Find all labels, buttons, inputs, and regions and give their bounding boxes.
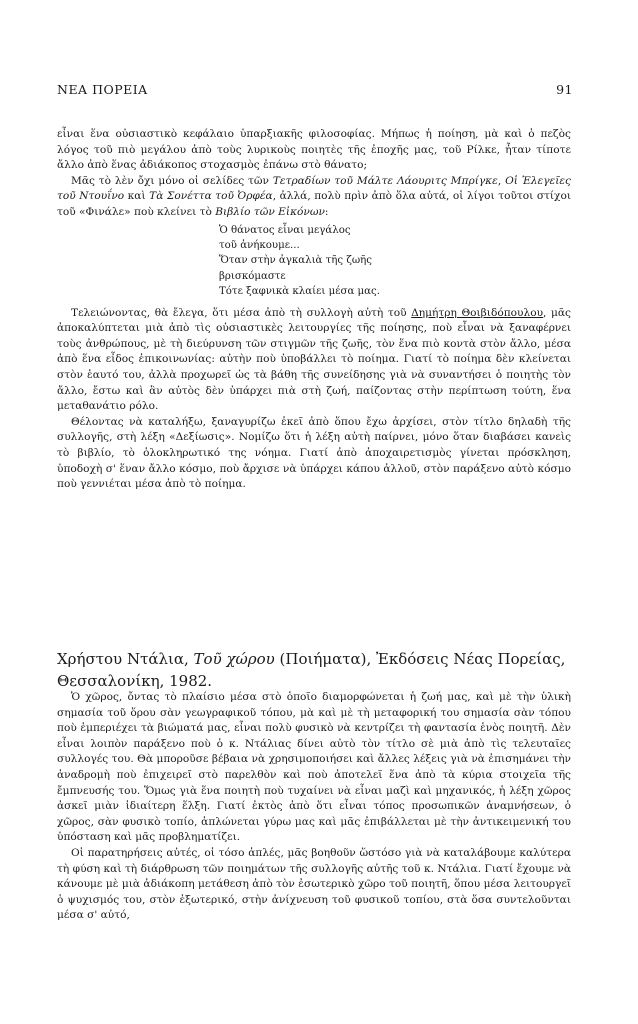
journal-title: ΝΕΑ ΠΟΡΕΙΑ: [57, 82, 148, 97]
book-title: Βιβλίο τῶν Εἰκόνων: [215, 205, 325, 218]
poem-quote: [219, 223, 571, 300]
text-run: (Ποιήματα), Ἐκδόσεις Νέας Πορείας, Θεσσαλονίκη, 1982.: [57, 650, 566, 690]
poem-line: τοῦ ἀνήκουμε...: [219, 239, 300, 251]
running-head: [57, 82, 573, 97]
review-body: [57, 690, 571, 924]
book-title: Τὰ Σονέττα τοῦ Ὀρφέα: [149, 190, 273, 203]
page-number: 91: [556, 82, 573, 97]
author-name: Δημήτρη Θοιβιδόπουλου: [411, 306, 544, 319]
book-title: Τετραδίων τοῦ Μάλτε Λάουριτς Μπρίγκε: [272, 174, 498, 187]
review-heading: [57, 648, 571, 692]
poem-line: Ὅταν στὴν ἀγκαλιὰ τῆς ζωῆς: [219, 255, 372, 267]
paragraph: [57, 306, 571, 415]
book-title: Οἱ Ἐλεγεῖες τοῦ Ντουΐνο: [57, 174, 571, 203]
paragraph: εἶναι ἕνα οὐσιαστικὸ κεφάλαιο ὑπαρξιακῆς φιλοσοφίας. Μήπως ἡ ποίηση, μὰ καὶ ὁ πεζὸς λόγος τοῦ πιὸ μεγάλου ἀπὸ τοὺς λυρικοὺς ποιητὲς τῆς ἐποχῆς μας, τοῦ Ρίλκε, ἦταν τίποτε ἄλλο ἀπὸ ἕνας ἀδιάκοπος στοχασμὸς ἐπάνω στὸ θάνατο;: [57, 128, 571, 172]
text-run: Χρήστου Ντάλια,: [57, 650, 194, 668]
text-run: Τελειώνοντας, θὰ ἔλεγα, ὅτι μέσα ἀπὸ τὴ συλλογὴ αὐτὴ τοῦ: [71, 306, 412, 319]
poem-line: Τότε ξαφνικὰ κλαίει μέσα μας.: [219, 286, 381, 298]
text-run: , ἀλλά, πολὺ πρὶν ἀπὸ ὅλα αὐτά, οἱ λίγοι τοῦτοι στίχοι τοῦ «Φινάλε» ποὺ κλείνει τὸ: [57, 190, 572, 218]
poem-line: βρισκόμαστε: [219, 270, 286, 282]
article-body: [57, 127, 571, 493]
text-run: ,: [497, 174, 506, 187]
paragraph: Οἱ παρατηρήσεις αὐτές, οἱ τόσο ἁπλές, μᾶς βοηθοῦν ὥστόσο γιὰ νὰ καταλάβουμε καλύτερα τὴ φύση καὶ τὴ διάρθρωση τῶν ποιημάτων τῆς συλλογῆς αὐτῆς τοῦ κ. Ντάλια. Γιατί ἔχουμε νὰ κάνουμε μὲ μιὰ ἀδιάκοπη μετάθεση ἀπὸ τὸν ἐσωτερικὸ χῶρο τοῦ ποιητῆ, ὅπου μέσα λειτουργεῖ ὁ ψυχισμός του, στὸν ἐξωτερικό, στὴν ἀνίχνευση τοῦ φυσικοῦ τοπίου, στὰ ὅσα συντελοῦνται μέσα σ' αὐτό,: [57, 846, 571, 922]
text-run: :: [324, 205, 329, 218]
book-title: Τοῦ χώρου: [193, 650, 275, 668]
paragraph: [57, 174, 571, 221]
poem-line: Ὁ θάνατος εἶναι μεγάλος: [219, 224, 351, 236]
paragraph: Θέλοντας νὰ καταλήξω, ξαναγυρίζω ἐκεῖ ἀπὸ ὅπου ἔχω ἀρχίσει, στὸν τίτλο δηλαδὴ τῆς συλλογῆς, στὴ λέξη «Δεξίωσις». Νομίζω ὅτι ἡ λέξη αὐτὴ παίρνει, μόνο ὅταν διαβάσει κανεὶς τὸ βιβλίο, τὸ ὁλοκληρωτικό της νόημα. Γιατί ἀπὸ ἀποχαιρετισμὸς γίνεται πρόσκληση, ὑποδοχὴ σ' ἕναν ἄλλο κόσμο, ποὺ ἄρχισε νὰ ὑπάρχει κάπου ἀλλοῦ, στὸν παράξενο αὐτὸ κόσμο ποὺ γεννιέται μέσα ἀπὸ τὸ ποίημα.: [57, 415, 571, 491]
text-run: καὶ: [124, 190, 150, 203]
paragraph: Ὁ χῶρος, ὄντας τὸ πλαίσιο μέσα στὸ ὁποῖο διαμορφώνεται ἡ ζωή μας, καὶ μὲ τὴν ὑλικὴ σημασία τοῦ ὅρου σὰν γεωγραφικοῦ τόπου, μὰ καὶ μὲ τὴ μεταφορική του σημασία σὰν τόπου ποὺ ἐμπεριέχει τὰ βιώματά μας, εἶναι πολὺ φυσικὸ νὰ κεντρίζει τὴ φαντασία ἑνὸς ποιητῆ. Δὲν εἶναι λοιπὸν παράξενο ποὺ ὁ κ. Ντάλιας δίνει αὐτὸ τὸν τίτλο σὲ μιὰ ἀπὸ τὶς τελευταῖες συλλογές του. Θὰ μποροῦσε βέβαια νὰ χρησιμοποιήσει καὶ ἄλλες λέξεις γιὰ νὰ ἐπισημάνει τὴν ἀναδρομὴ ποὺ ἐπιχειρεῖ στὸ παρελθὸν καὶ ποὺ ἀποτελεῖ ἕνα ἀπὸ τὰ κύρια στοιχεῖα τῆς ἔμπνευσής του. Ὅμως γιὰ ἕνα ποιητὴ ποὺ τυχαίνει νὰ εἶναι μαζὶ καὶ μηχανικός, ἡ λέξη χῶρος ἀσκεῖ μιὰν ἰδιαίτερη ἕλξη. Γιατί ἐκτὸς ἀπὸ ὅτι εἶναι τόπος προσωπικῶν ἀναμνήσεων, ὁ χῶρος, σὰν φυσικὸ τοπίο, ἁπλώνεται γύρω μας καὶ μᾶς ἐπιβάλλεται μὲ τὴν ἀντικειμενική του ὑπόσταση καὶ μᾶς προβληματίζει.: [57, 691, 571, 844]
text-run: , μᾶς ἀποκαλύπτεται μιὰ ἀπὸ τὶς οὐσιαστικὲς λειτουργίες τῆς ποίησης, ποὺ εἶναι νὰ ξαναφέρνει τοὺς ἀνθρώπους, μὲ τὴ διεύρυνση τῶν στιγμῶν τῆς ζωῆς, τὸν ἕνα πιὸ κοντὰ στὸν ἄλλο, μέσα ἀπὸ ἕνα εἶδος ἐπικοινωνίας: αὐτὴν ποὺ ὑποβάλλει τὸ ποίημα. Γιατί τὸ ποίημα δὲν κλείνεται στὸν ἑαυτό του, ἀλλὰ προχωρεῖ ὡς τὰ βάθη τῆς συνείδησης γιὰ νὰ συναντήσει ὁ ποιητὴς τὸν ἄλλο, ἔστω καὶ ἂν αὐτὸς δὲν ὑπάρχει πιὰ στὴ ζωή, παίζοντας στὴν περίπτωση τούτη, ἕνα μεταθανάτιο ρόλο.: [57, 306, 571, 413]
text-run: Μᾶς τὸ λὲν ὄχι μόνο οἱ σελίδες τῶν: [71, 174, 273, 187]
